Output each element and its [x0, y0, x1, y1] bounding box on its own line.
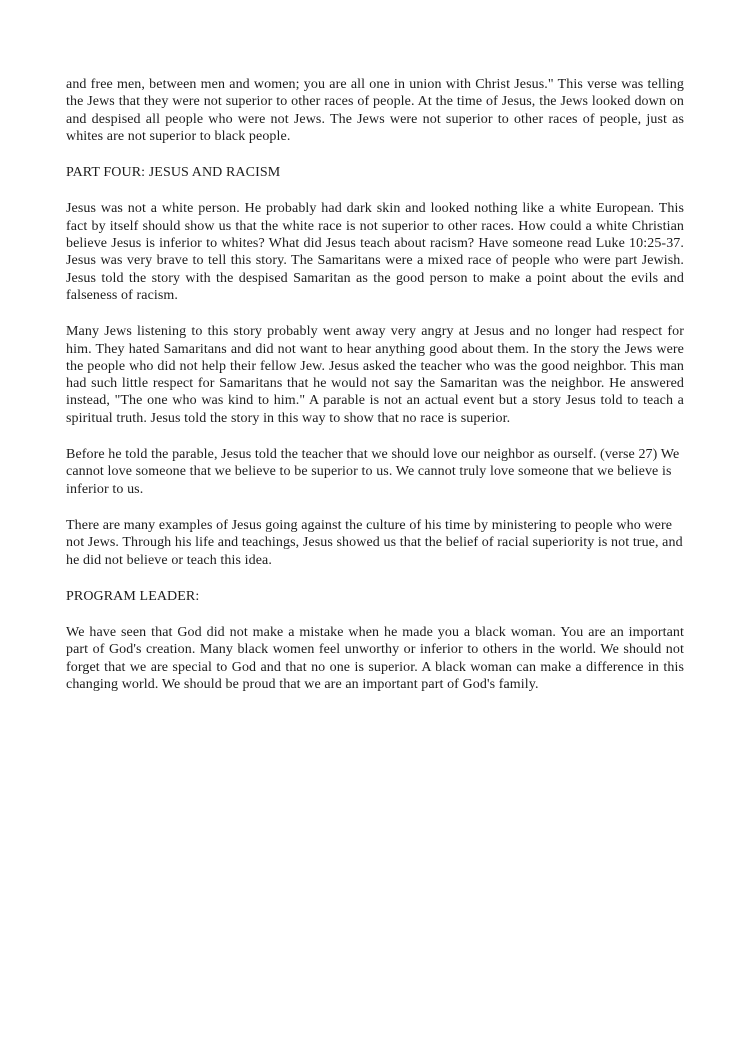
document-content: [66, 76, 684, 712]
body-paragraph-many-jews-listening: Many Jews listening to this story probably went away very angry at Jesus and no longer had respect for him. They hated Samaritans and did not want to hear anything good about them. In the story the Jews were the people who did not help their fellow Jew. Jesus asked the teacher who was the good neighbor. This man had such little respect for Samaritans that he would not say the Samaritan was the neighbor. He answered instead, "The one who was kind to him." A parable is not an actual event but a story Jesus told to teach a spiritual truth. Jesus told the story in this way to show that no race is superior.: [66, 324, 684, 426]
body-paragraph-many-examples: There are many examples of Jesus going against the culture of his time by ministering to people who were not Jews. Through his life and teachings, Jesus showed us that the belief of racial superiority is not true, and he did not believe or teach this idea.: [66, 517, 683, 568]
section-heading-program-leader: PROGRAM LEADER:: [66, 588, 200, 604]
body-paragraph-before-parable: Before he told the parable, Jesus told the teacher that we should love our neighbor as ourself. (verse 27) We cannot love someone that we believe to be superior to us. We cannot truly love someone that we believe is inferior to us.: [66, 447, 680, 497]
body-paragraph-jesus-not-white: Jesus was not a white person. He probably had dark skin and looked nothing like a white European. This fact by itself should show us that the white race is not superior to other races. How could a white Christian believe Jesus is inferior to whites? What did Jesus teach about racism? Have someone read Luke 10:25-37. Jesus was very brave to tell this story. The Samaritans were a mixed race of people who were part Jewish. Jesus told the story with the despised Samaritan as the good person to make a point about the evils and falseness of racism.: [66, 201, 684, 303]
section-heading-part-four: PART FOUR: JESUS AND RACISM: [66, 165, 281, 181]
body-paragraph-program-leader-text: We have seen that God did not make a mistake when he made you a black woman. You are an important part of God's creation. Many black women feel unworthy or inferior to others in the world. We should not forget that we are special to God and that no one is superior. A black woman can make a difference in this changing world. We should be proud that we are an important part of God's family.: [66, 625, 684, 693]
body-paragraph-intro-continuation: and free men, between men and women; you are all one in union with Christ Jesus." This verse was telling the Jews that they were not superior to other races of people. At the time of Jesus, the Jews looked down on and despised all people who were not Jews. The Jews were not superior to other races of people, just as whites are not superior to black people.: [66, 77, 684, 144]
